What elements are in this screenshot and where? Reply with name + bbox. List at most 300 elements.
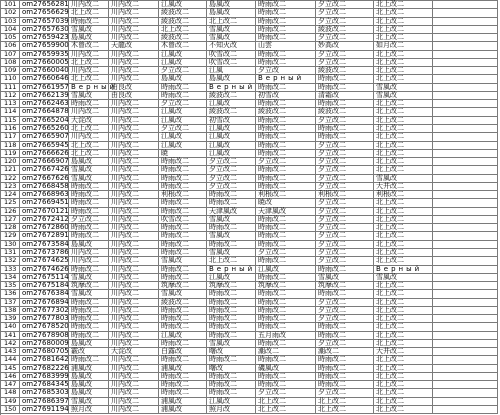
record-id-cell: om27668458: [22, 181, 69, 190]
record-id-cell: om27662139: [22, 90, 69, 99]
ship-name-cell: 時雨改二: [256, 150, 316, 158]
ship-name-cell: 江風改: [207, 142, 256, 150]
empty-cell: [433, 340, 498, 348]
ship-name-cell: 雪風改: [207, 26, 256, 34]
ship-name-cell: 北上改二: [374, 282, 433, 290]
ship-name-cell: 夕立改二: [316, 208, 374, 216]
ship-name-cell: 時雨改二: [256, 381, 316, 389]
ship-name-cell: 川内改二: [109, 142, 159, 150]
row-number-cell: 125: [1, 199, 20, 207]
ship-name-cell: 時雨改二: [316, 373, 374, 381]
empty-cell: [433, 232, 498, 240]
ship-name-cell: 島風改: [69, 389, 109, 397]
ship-name-cell: 北上改二: [374, 67, 433, 75]
record-id-cell: om27669451: [22, 198, 69, 207]
ship-name-cell: 雪風改: [159, 290, 207, 298]
ship-name-cell: 夕立改二: [316, 175, 374, 183]
ship-name-cell: 北上改二: [374, 75, 433, 83]
row-number-cell: 122: [1, 175, 20, 183]
ship-name-cell: 北上改二: [374, 406, 433, 414]
row-number-cell: 138: [1, 307, 20, 315]
record-id-cell: om27675114: [22, 272, 69, 281]
ship-name-cell: 島風改: [159, 75, 207, 83]
ship-name-cell: 川内改二: [109, 150, 159, 158]
ship-name-cell: 時雨改二: [159, 323, 207, 331]
ship-name-cell: 江風改: [159, 1, 207, 9]
ship-name-cell: 川内改二: [109, 75, 159, 83]
empty-cell: [433, 257, 498, 265]
empty-cell: [433, 18, 498, 26]
ship-name-cell: 時雨改二: [316, 266, 374, 274]
ship-name-cell: 由良改: [109, 92, 159, 100]
ship-name-cell: 夕立改二: [316, 166, 374, 174]
row-number-cell: 140: [1, 323, 20, 331]
row-number-cell: 118: [1, 142, 20, 150]
row-number-cell: 126: [1, 208, 20, 216]
ship-name-cell: 川内改二: [109, 373, 159, 381]
ship-name-cell: 北上改二: [374, 158, 433, 166]
row-number-cell: 127: [1, 216, 20, 224]
ship-name-cell: 時雨改二: [256, 241, 316, 249]
ship-name-cell: 北上改二: [374, 59, 433, 67]
record-id-cell: om27659900: [22, 41, 69, 50]
ship-name-cell: 夕立改二: [316, 59, 374, 67]
row-number-cell: 132: [1, 257, 20, 265]
ship-name-cell: 時雨改二: [256, 84, 316, 92]
ship-name-cell: 川内改二: [109, 365, 159, 373]
ship-name-cell: 北上改二: [374, 290, 433, 298]
record-id-cell: om27666907: [22, 157, 69, 166]
record-id-cell: om27677302: [22, 305, 69, 314]
ship-name-cell: 川内改二: [109, 241, 159, 249]
ship-name-cell: 北上改二: [374, 216, 433, 224]
ship-name-cell: 時雨改二: [159, 266, 207, 274]
ship-name-cell: 川内改二: [109, 356, 159, 364]
ship-name-cell: 吹雪改二: [207, 51, 256, 59]
ship-name-cell: 時雨改二: [69, 299, 109, 307]
ship-name-cell: 夕立改二: [316, 9, 374, 17]
ship-name-cell: 雪風改: [207, 249, 256, 257]
ship-name-cell: 時雨改二: [207, 199, 256, 207]
ship-name-cell: 時雨改二: [159, 340, 207, 348]
record-id-cell: om27661957: [22, 82, 69, 91]
ship-name-cell: 夕立改二: [316, 249, 374, 257]
empty-cell: [433, 315, 498, 323]
ship-name-cell: 川内改二: [109, 224, 159, 232]
row-number-cell: 131: [1, 249, 20, 257]
ship-name-cell: 時雨改二: [316, 75, 374, 83]
row-number-cell: 103: [1, 18, 20, 26]
row-number-cell: 102: [1, 9, 20, 17]
ship-name-cell: 筑摩改二: [159, 282, 207, 290]
ship-name-cell: 夕立改二: [316, 216, 374, 224]
ship-name-cell: 時雨改二: [256, 290, 316, 298]
ship-name-cell: 北上改二: [374, 166, 433, 174]
ship-name-cell: 夕立改二: [207, 175, 256, 183]
ship-name-cell: 川内改二: [69, 51, 109, 59]
ship-name-cell: 川内改二: [109, 307, 159, 315]
empty-cell: [433, 373, 498, 381]
ship-name-cell: 江風改: [159, 133, 207, 141]
record-id-cell: om27676384: [22, 289, 69, 298]
ship-name-cell: 川内改二: [69, 133, 109, 141]
row-number-cell: 146: [1, 373, 20, 381]
ship-name-cell: 川内改二: [109, 117, 159, 125]
record-id-cell: om27685303: [22, 388, 69, 397]
row-number-cell: 105: [1, 34, 20, 42]
empty-cell: [433, 389, 498, 397]
ship-name-cell: 川内改二: [109, 406, 159, 414]
ship-name-cell: 北上改二: [374, 133, 433, 141]
empty-cell: [433, 75, 498, 83]
record-id-cell: om27683999: [22, 371, 69, 380]
ship-name-cell: 時雨改二: [256, 1, 316, 9]
ship-name-cell: 時雨改二: [159, 199, 207, 207]
empty-cell: [433, 199, 498, 207]
row-number-cell: 128: [1, 224, 20, 232]
ship-name-cell: 時雨改二: [207, 224, 256, 232]
ship-name-cell: 江風改: [159, 117, 207, 125]
empty-cell: [433, 84, 498, 92]
record-id-cell: om27672860: [22, 223, 69, 232]
ship-name-cell: 夕立改二: [159, 100, 207, 108]
ship-name-cell: 時雨改二: [207, 241, 256, 249]
ship-name-cell: 時雨改二: [316, 323, 374, 331]
empty-cell: [433, 117, 498, 125]
ship-name-cell: 夕立改: [256, 67, 316, 75]
empty-cell: [433, 274, 498, 282]
ship-name-cell: 雪風改: [69, 26, 109, 34]
ship-name-cell: 時雨改二: [207, 290, 256, 298]
ship-name-cell: 川内改二: [109, 398, 159, 406]
ship-name-cell: 川内改二: [109, 381, 159, 389]
ship-name-cell: 雪風改: [374, 84, 433, 92]
ship-name-cell: 大淀改: [109, 348, 159, 356]
ship-name-cell: 島風改: [69, 340, 109, 348]
ship-name-cell: 利根改二: [316, 191, 374, 199]
ship-name-cell: 木曾改二: [69, 42, 109, 50]
ship-name-cell: 川内改二: [109, 199, 159, 207]
ship-name-cell: 川内改二: [109, 290, 159, 298]
ship-name-cell: 島風改: [69, 158, 109, 166]
ship-name-cell: 川内改二: [109, 175, 159, 183]
ship-name-cell: 時雨改二: [159, 175, 207, 183]
row-number-cell: 148: [1, 389, 20, 397]
ship-name-cell: 時雨改二: [256, 9, 316, 17]
record-id-cell: om27660646: [22, 74, 69, 83]
record-id-cell: om27665945: [22, 140, 69, 149]
record-id-cell: om27668963: [22, 190, 69, 199]
empty-cell: [433, 299, 498, 307]
empty-cell: [433, 183, 498, 191]
ship-name-cell: 雪風改: [69, 175, 109, 183]
ship-name-cell: 北上改二: [316, 406, 374, 414]
ship-name-cell: 時雨改二: [256, 26, 316, 34]
ship-name-cell: 潮改二: [256, 348, 316, 356]
ship-name-cell: 川内改二: [109, 299, 159, 307]
ship-name-cell: 時雨改二: [69, 208, 109, 216]
ship-name-cell: 北上改二: [374, 307, 433, 315]
record-id-cell: om27656281: [22, 0, 69, 8]
ship-name-cell: 北上改二: [374, 125, 433, 133]
ship-name-cell: 北上改二: [374, 241, 433, 249]
ship-name-cell: 時雨改二: [69, 199, 109, 207]
ship-name-cell: 時雨改二: [256, 257, 316, 265]
empty-cell: [433, 191, 498, 199]
ship-name-cell: 北上改二: [374, 26, 433, 34]
ship-name-cell: 川内改二: [109, 282, 159, 290]
empty-cell: [433, 133, 498, 141]
ship-name-cell: 時雨改二: [159, 232, 207, 240]
ship-name-cell: 川内改二: [69, 67, 109, 75]
ship-name-cell: 山雲: [256, 42, 316, 50]
ship-name-cell: 時雨改二: [159, 208, 207, 216]
ship-name-cell: 夕立改二: [256, 158, 316, 166]
ship-name-cell: 川内改二: [109, 389, 159, 397]
ship-name-cell: 時雨改二: [256, 175, 316, 183]
ship-name-cell: 時雨改二: [159, 241, 207, 249]
ship-name-cell: 時雨改二: [207, 373, 256, 381]
empty-cell: [433, 216, 498, 224]
ship-name-cell: 時雨改二: [69, 332, 109, 340]
record-id-cell: om27680009: [22, 338, 69, 347]
ship-name-cell: 江風改: [207, 100, 256, 108]
record-id-cell: om27659935: [22, 49, 69, 58]
ship-name-cell: 時雨改二: [207, 332, 256, 340]
empty-cell: [433, 398, 498, 406]
empty-cell: [433, 224, 498, 232]
record-id-cell: om27681642: [22, 355, 69, 364]
ship-name-cell: 夕立改二: [316, 183, 374, 191]
ship-name-cell: 川内改二: [109, 323, 159, 331]
ship-name-cell: 時雨改二: [69, 18, 109, 26]
ship-name-cell: 照月改: [207, 406, 256, 414]
row-number-cell: 136: [1, 290, 20, 298]
ship-name-cell: 妙高改: [316, 42, 374, 50]
empty-cell: [433, 108, 498, 116]
ship-name-cell: 島風改: [207, 9, 256, 17]
empty-cell: [433, 332, 498, 340]
ship-name-cell: 北上改二: [374, 100, 433, 108]
ship-name-cell: 北上改二: [374, 257, 433, 265]
ship-name-cell: 夕立改二: [207, 166, 256, 174]
ship-name-cell: 時雨改二: [316, 332, 374, 340]
empty-cell: [433, 323, 498, 331]
ship-name-cell: 雪風改: [374, 175, 433, 183]
ship-name-cell: 北上改二: [256, 398, 316, 406]
ship-name-cell: 北上改二: [69, 150, 109, 158]
ship-name-cell: 夕立改二: [316, 389, 374, 397]
record-id-cell: om27678908: [22, 330, 69, 339]
ship-name-cell: 木曾改二: [159, 42, 207, 50]
ship-name-cell: 夕立改二: [316, 142, 374, 150]
ship-name-cell: 江風改: [159, 142, 207, 150]
empty-cell: [433, 26, 498, 34]
ship-name-cell: 雪風改: [69, 290, 109, 298]
empty-cell: [433, 166, 498, 174]
ship-name-cell: 初雪改: [256, 92, 316, 100]
empty-cell: [433, 307, 498, 315]
empty-cell: [433, 92, 498, 100]
empty-cell: [433, 406, 498, 414]
ship-name-cell: 川内改二: [109, 108, 159, 116]
ship-name-cell: 時雨改二: [207, 299, 256, 307]
record-id-cell: om27665204: [22, 115, 69, 124]
record-id-cell: om27682226: [22, 363, 69, 372]
ship-name-cell: 夕立改二: [316, 299, 374, 307]
row-number-cell: 117: [1, 133, 20, 141]
ship-name-cell: 夕立改二: [159, 125, 207, 133]
row-number-cell: 145: [1, 365, 20, 373]
row-number-cell: 113: [1, 100, 20, 108]
ship-name-cell: 時雨改二: [159, 183, 207, 191]
record-id-cell: om27686397: [22, 396, 69, 405]
row-number-cell: 149: [1, 398, 20, 406]
ship-name-cell: 川内改二: [109, 18, 159, 26]
ship-name-cell: 時雨改二: [256, 100, 316, 108]
row-number-cell: 130: [1, 241, 20, 249]
ship-name-cell: 時雨改二: [256, 117, 316, 125]
empty-cell: [433, 42, 498, 50]
ship-name-cell: 時雨改二: [256, 340, 316, 348]
ship-name-cell: 時雨改二: [316, 84, 374, 92]
row-number-cell: 121: [1, 166, 20, 174]
ship-name-cell: 時雨改二: [69, 183, 109, 191]
record-id-cell: om27667626: [22, 173, 69, 182]
ship-name-cell: 江風改: [207, 125, 256, 133]
record-id-cell: om27677803: [22, 314, 69, 323]
ship-name-cell: Верный: [256, 75, 316, 83]
empty-cell: [433, 100, 498, 108]
ship-name-cell: 時雨改二: [207, 389, 256, 397]
ship-name-cell: 照月改: [69, 406, 109, 414]
row-number-cell: 110: [1, 75, 20, 83]
empty-cell: [433, 266, 498, 274]
empty-cell: [433, 249, 498, 257]
ship-name-cell: 綾波改二: [207, 92, 256, 100]
empty-cell: [433, 125, 498, 133]
ship-name-cell: 川内改二: [109, 332, 159, 340]
ship-name-cell: 時雨改二: [316, 381, 374, 389]
ship-name-cell: 川内改二: [109, 1, 159, 9]
row-number-cell: 123: [1, 183, 20, 191]
ship-name-cell: 北上改二: [69, 125, 109, 133]
record-id-cell: om27659423: [22, 33, 69, 42]
record-id-cell: om27691194: [22, 405, 69, 414]
ship-name-cell: 時雨改二: [256, 34, 316, 42]
ship-name-cell: 北上改二: [374, 208, 433, 216]
row-number-cell: 139: [1, 315, 20, 323]
ship-name-cell: 時雨改二: [207, 315, 256, 323]
empty-cell: [433, 208, 498, 216]
empty-cell: [433, 381, 498, 389]
ship-name-cell: 川内改二: [109, 9, 159, 17]
ship-name-cell: 島風改: [207, 75, 256, 83]
ship-name-cell: 綾波改二: [159, 34, 207, 42]
ship-name-cell: 夕立改二: [316, 340, 374, 348]
ship-name-cell: 北上改二: [374, 365, 433, 373]
ship-name-cell: Верный: [209, 82, 256, 91]
ship-name-cell: 北上改二: [374, 51, 433, 59]
ship-name-cell: 江風改: [207, 133, 256, 141]
ship-name-cell: 時雨改二: [159, 307, 207, 315]
ship-name-cell: 川内改二: [109, 208, 159, 216]
ship-name-cell: 潮改二: [316, 348, 374, 356]
row-number-cell: 133: [1, 266, 20, 274]
ship-name-cell: 夕立改二: [207, 158, 256, 166]
ship-name-cell: 江風改: [159, 59, 207, 67]
ship-name-cell: 時雨改二: [159, 249, 207, 257]
ship-name-cell: 筑摩改二: [69, 282, 109, 290]
ship-name-cell: 川内改二: [69, 108, 109, 116]
ship-name-cell: 時雨改二: [207, 323, 256, 331]
row-number-cell: 135: [1, 282, 20, 290]
ship-name-cell: 暁: [159, 150, 207, 158]
ship-name-cell: 大淀改: [69, 117, 109, 125]
record-id-cell: om27660040: [22, 66, 69, 75]
ship-name-cell: 由良改: [109, 84, 159, 92]
ship-name-cell: 時雨改二: [159, 158, 207, 166]
empty-cell: [433, 9, 498, 17]
record-id-cell: om27662463: [22, 99, 69, 108]
ship-name-cell: 川内改二: [109, 133, 159, 141]
ship-name-cell: 北上改二: [207, 18, 256, 26]
ship-name-cell: 時雨改二: [256, 299, 316, 307]
record-id-cell: om27657630: [22, 24, 69, 33]
ship-name-cell: 川内改二: [109, 249, 159, 257]
ship-name-cell: 北上改二: [374, 389, 433, 397]
record-id-cell: om27673584: [22, 239, 69, 248]
ship-name-cell: 時雨改二: [256, 224, 316, 232]
ship-name-cell: 北上改二: [69, 59, 109, 67]
ship-name-cell: 時雨改二: [69, 232, 109, 240]
record-id-cell: om27667426: [22, 165, 69, 174]
record-id-cell: om27673786: [22, 247, 69, 256]
ship-name-cell: 時雨改二: [316, 133, 374, 141]
ship-name-cell: 時雨改二: [159, 381, 207, 389]
row-number-cell: 134: [1, 274, 20, 282]
ship-name-cell: 北上改二: [256, 406, 316, 414]
row-number-cell: 124: [1, 191, 20, 199]
empty-cell: [433, 150, 498, 158]
ship-name-cell: 北上改二: [69, 75, 109, 83]
ship-name-cell: 時雨改二: [159, 356, 207, 364]
ship-name-cell: 時雨改二: [256, 216, 316, 224]
row-number-cell: 116: [1, 125, 20, 133]
ship-name-cell: 北上改二: [374, 1, 433, 9]
ship-name-cell: 綾波改二: [207, 108, 256, 116]
ship-name-cell: 時雨改二: [69, 191, 109, 199]
ship-name-cell: 北上改二: [374, 323, 433, 331]
ship-name-cell: 北上改二: [374, 373, 433, 381]
ship-name-cell: 川内改二: [109, 166, 159, 174]
ship-name-cell: 江風改: [207, 398, 256, 406]
ship-name-cell: 川内改二: [109, 183, 159, 191]
row-number-cell: 109: [1, 67, 20, 75]
ship-name-cell: 夕立改二: [69, 216, 109, 224]
ship-name-cell: 時雨改二: [207, 307, 256, 315]
ship-name-cell: 北上改二: [374, 117, 433, 125]
ship-name-cell: 北上改二: [374, 315, 433, 323]
ship-name-cell: 島風改: [69, 381, 109, 389]
ship-name-cell: 川内改二: [69, 249, 109, 257]
ship-name-cell: 時雨改二: [256, 133, 316, 141]
record-id-cell: om27672412: [22, 214, 69, 223]
ship-name-cell: 浦風改: [159, 365, 207, 373]
ship-name-cell: 川内改二: [109, 125, 159, 133]
ship-name-cell: 時雨改二: [69, 266, 109, 274]
ship-name-cell: 雪風改: [207, 34, 256, 42]
